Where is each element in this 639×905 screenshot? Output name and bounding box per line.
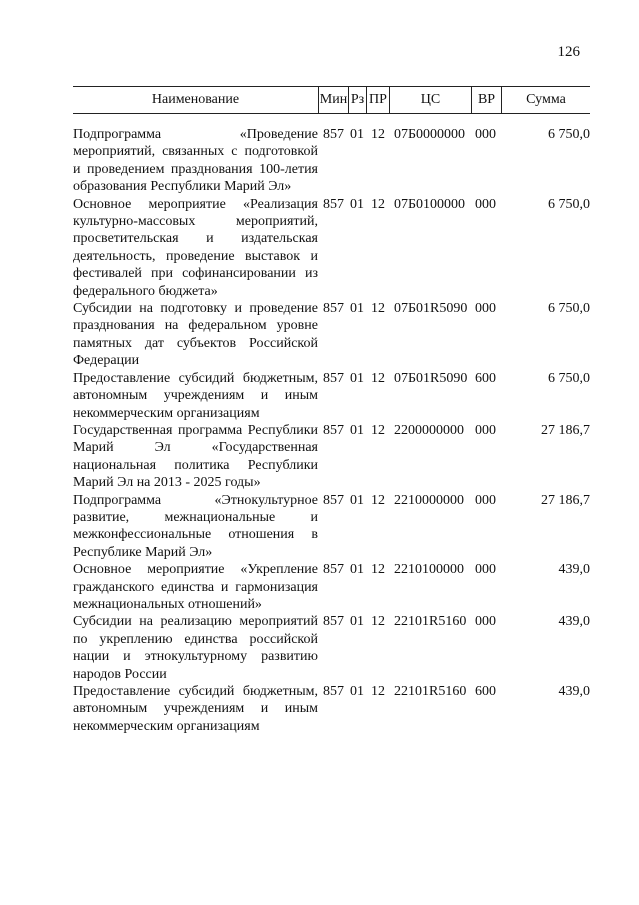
- row-pr: 12: [371, 196, 385, 212]
- row-name: Предоставление субсидий бюджетным, автономным учреждениям и иным некоммерческим организациям: [73, 370, 318, 421]
- row-pr: 12: [371, 614, 385, 630]
- row-sum: 439,0: [558, 614, 590, 630]
- page-number: 126: [557, 44, 580, 60]
- row-sum: 439,0: [558, 562, 590, 578]
- row-vr: 000: [475, 614, 496, 630]
- table-header: [73, 86, 590, 114]
- row-rz: 01: [350, 684, 364, 699]
- row-name: Предоставление субсидий бюджетным, автономным учреждениям и иным некоммерческим организациям: [73, 684, 318, 734]
- header-cs: ЦС: [389, 87, 471, 113]
- header-name: Наименование: [151, 92, 240, 107]
- row-vr: 600: [475, 684, 496, 699]
- row-cs: 07Б0000000: [394, 127, 466, 142]
- row-sum: 6 750,0: [548, 301, 590, 317]
- table-row: [73, 492, 590, 562]
- row-pr: 12: [371, 301, 385, 317]
- row-name: Субсидии на подготовку и проведение празднования на федеральном уровне памятных дат субъектов Российской Федерации: [73, 301, 318, 369]
- row-min: 857: [323, 614, 344, 630]
- row-vr: 000: [475, 301, 496, 317]
- row-cs: 2210100000: [394, 562, 464, 578]
- row-min: 857: [323, 422, 344, 438]
- row-rz: 01: [350, 370, 364, 386]
- row-cs: 2210000000: [394, 492, 464, 508]
- row-name: Субсидии на реализацию мероприятий по укреплению единства российской нации и этнокультурному развитию народов России: [73, 614, 318, 682]
- table-row: [73, 196, 590, 300]
- row-vr: 000: [475, 196, 496, 212]
- row-sum: 6 750,0: [548, 127, 590, 142]
- table-row: [73, 300, 590, 370]
- header-sum: Сумма: [501, 87, 590, 113]
- row-min: 857: [323, 196, 344, 212]
- row-cs: 07Б0100000: [394, 196, 466, 212]
- row-vr: 000: [475, 127, 496, 142]
- row-pr: 12: [371, 422, 385, 438]
- row-pr: 12: [371, 370, 385, 386]
- row-min: 857: [323, 684, 344, 699]
- table-row: [73, 613, 590, 683]
- row-pr: 12: [371, 684, 385, 699]
- row-rz: 01: [350, 301, 364, 317]
- row-vr: 000: [475, 492, 496, 508]
- row-min: 857: [323, 562, 344, 578]
- row-name: Основное мероприятие «Реализация культурно-массовых мероприятий, просветительская и издательская деятельность, проведение выставок и фестивалей при софинансировании из федерального бюджета»: [73, 196, 318, 299]
- row-min: 857: [323, 301, 344, 317]
- row-cs: 07Б01R5090: [394, 370, 468, 386]
- row-vr: 000: [475, 422, 496, 438]
- row-rz: 01: [350, 614, 364, 630]
- row-name: Подпрограмма «Этнокультурное развитие, межнациональные и межконфессиональные отношения в Республике Марий Эл»: [73, 492, 318, 560]
- row-name: Государственная программа Республики Марий Эл «Государственная национальная политика Республики Марий Эл на 2013 - 2025 годы»: [73, 422, 318, 491]
- row-cs: 07Б01R5090: [394, 301, 468, 317]
- row-min: 857: [323, 370, 344, 386]
- row-min: 857: [323, 492, 344, 508]
- row-sum: 27 186,7: [541, 422, 590, 438]
- row-pr: 12: [371, 492, 385, 508]
- table-row: [73, 561, 590, 613]
- row-pr: 12: [371, 127, 385, 142]
- row-cs: 22101R5160: [394, 614, 467, 630]
- table-row: [73, 370, 590, 422]
- row-rz: 01: [350, 562, 364, 578]
- table-row: [73, 683, 590, 735]
- header-rz: Рз: [348, 87, 366, 113]
- table-body: [73, 126, 590, 735]
- row-sum: 6 750,0: [548, 196, 590, 212]
- row-sum: 439,0: [558, 684, 590, 699]
- row-rz: 01: [350, 492, 364, 508]
- row-sum: 6 750,0: [548, 370, 590, 386]
- row-pr: 12: [371, 562, 385, 578]
- row-name: Основное мероприятие «Укрепление гражданского единства и гармонизация межнациональных отношений»: [73, 562, 318, 612]
- header-vr: ВР: [471, 87, 501, 113]
- row-sum: 27 186,7: [541, 492, 590, 508]
- row-vr: 600: [475, 370, 496, 386]
- row-min: 857: [323, 127, 344, 142]
- row-rz: 01: [350, 127, 364, 142]
- row-cs: 2200000000: [394, 422, 464, 438]
- header-pr: ПР: [366, 87, 389, 113]
- header-min: Мин: [318, 87, 348, 113]
- row-rz: 01: [350, 196, 364, 212]
- table-row: [73, 126, 590, 196]
- row-cs: 22101R5160: [394, 684, 467, 699]
- table-row: [73, 422, 590, 492]
- row-rz: 01: [350, 422, 364, 438]
- row-vr: 000: [475, 562, 496, 578]
- row-name: Подпрограмма «Проведение мероприятий, связанных с подготовкой и проведением празднования 100-летия образования Республики Марий Эл»: [73, 127, 318, 195]
